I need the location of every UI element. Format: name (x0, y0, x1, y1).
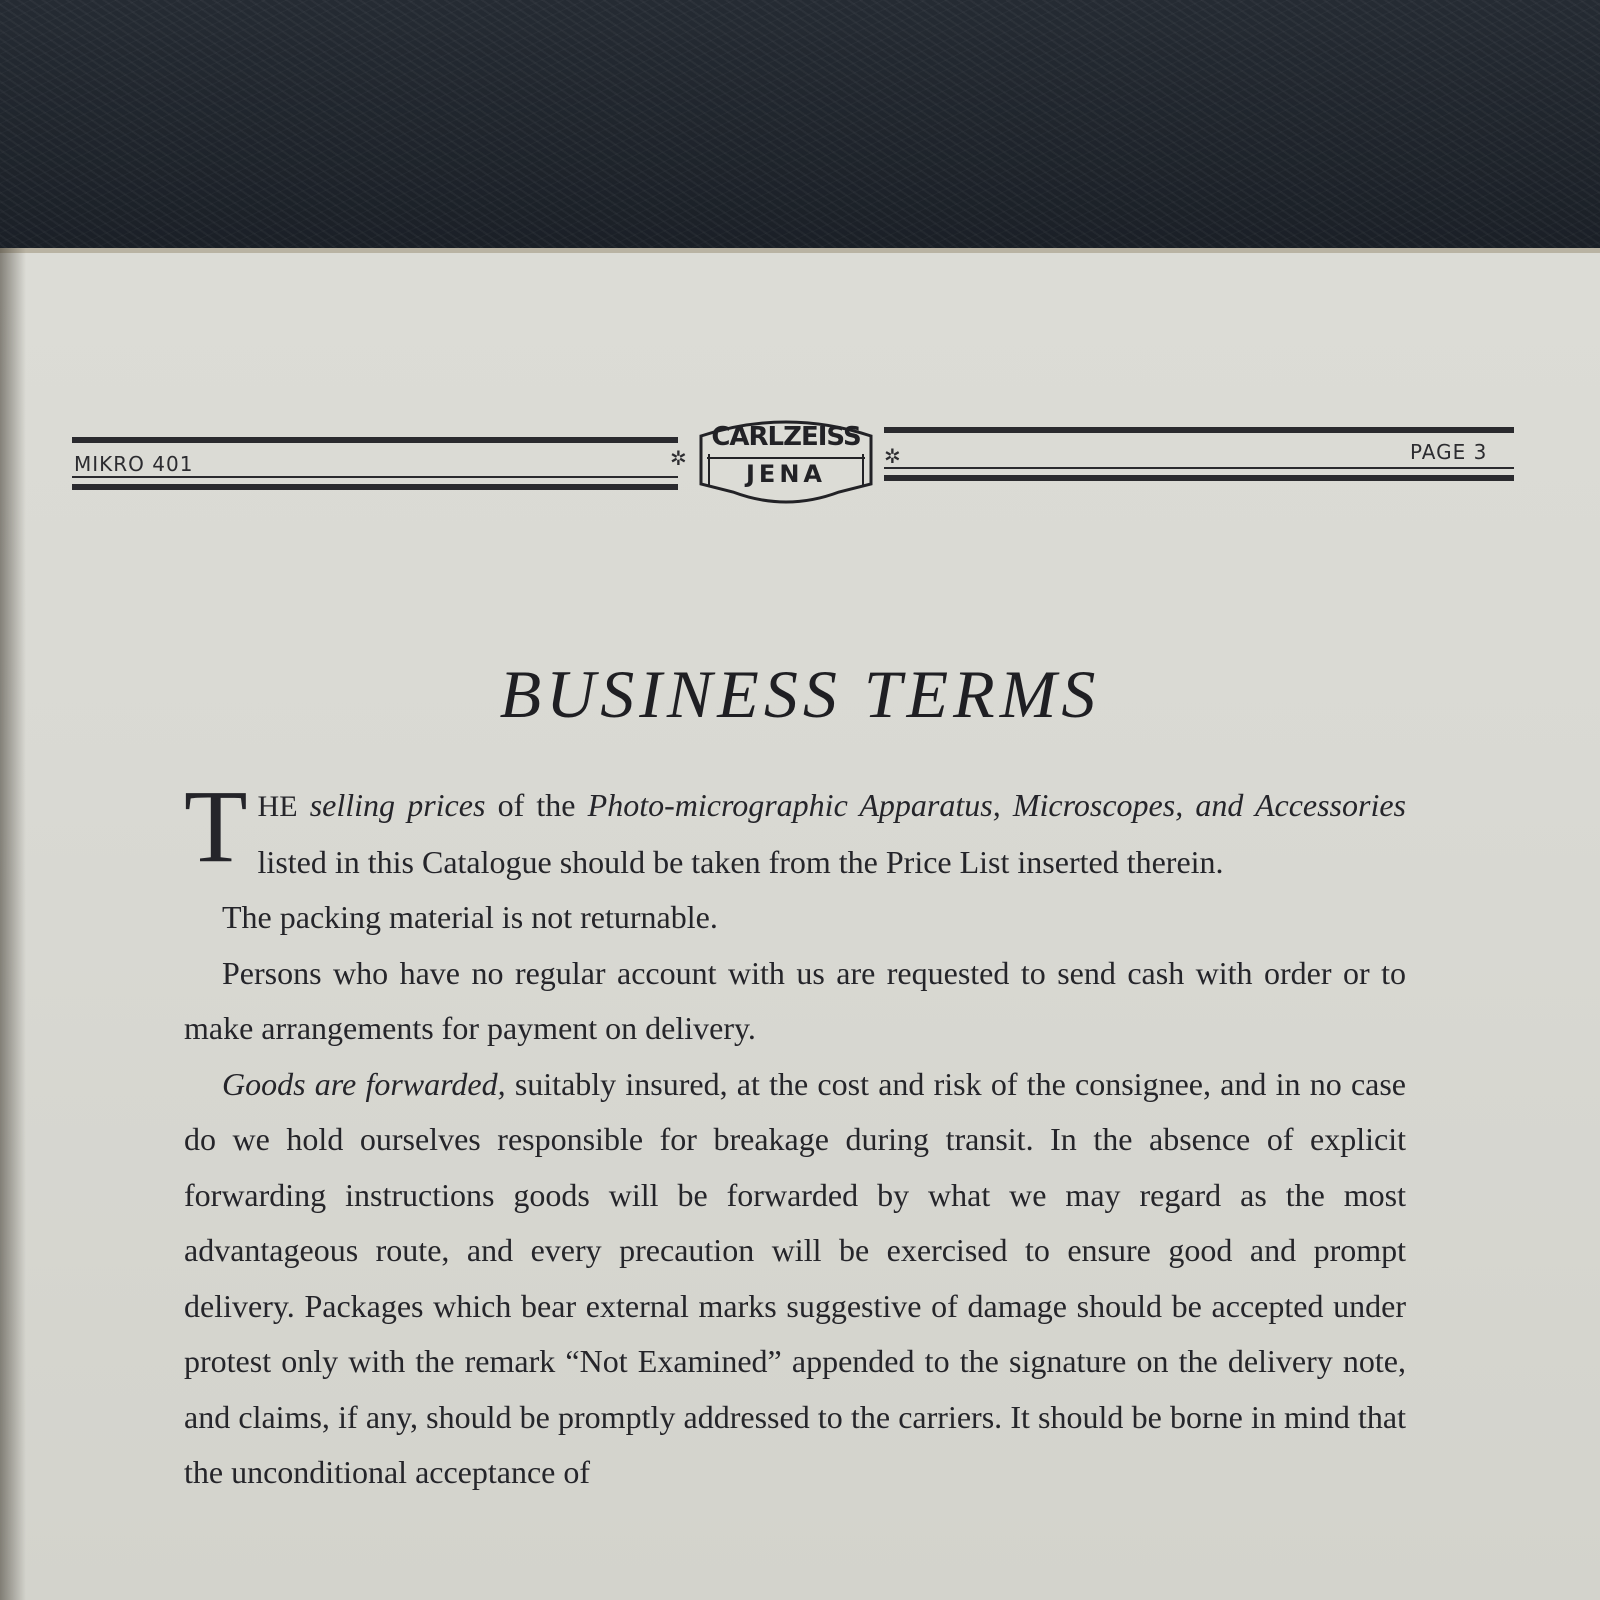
header-rule-top-right (884, 427, 1514, 433)
drop-cap: T (184, 769, 248, 884)
page-number: PAGE 3 (1410, 440, 1488, 464)
body-text (184, 769, 1407, 1501)
p1-space (298, 787, 310, 823)
header-rule-mid-right (884, 467, 1514, 469)
star-ornament-left: ✲ (670, 446, 687, 470)
header-rule-bottom-left (72, 484, 678, 490)
p1-text-a: of the (485, 787, 588, 823)
p1-lead: HE (257, 790, 298, 823)
p4-italic-goods-forwarded: Goods are forwarded, (222, 1065, 506, 1102)
header-rule-bottom-right (884, 475, 1514, 481)
header-rule-top-left (72, 437, 678, 443)
p1-text-b: listed in this Catalogue should be taken from the Price List inserted therein. (257, 843, 1224, 880)
p1-italic-apparatus: Photo-micrographic Apparatus, Microscopes, and Accessories (587, 787, 1407, 823)
paragraph-forwarding (184, 1057, 1406, 1501)
logo-line-carl-zeiss: CARLZEISS (711, 422, 861, 452)
catalogue-code: MIKRO 401 (74, 452, 194, 476)
binding-shadow (0, 248, 26, 1600)
p1-italic-selling-prices: selling prices (309, 787, 486, 823)
paragraph-payment: Persons who have no regular account with us are requested to send cash with order or to make arrangements for payment on delivery. (184, 954, 1406, 1046)
header-rule-mid-left (72, 476, 678, 478)
logo-line-jena: JENA (746, 460, 826, 488)
paragraph-selling-prices (184, 769, 1407, 890)
p4-text: suitably insured, at the cost and risk of the consignee, and in no case do we hold ourselves responsible for breakage during transit. In the absence of explicit forwarding instructions goods will be forwarded by what we may regard as the most advantageous route, and every precaution will be exercised to ensure good and prompt delivery. Packages which bear external marks suggestive of damage should be accepted under protest only with the remark “Not Examined” appended to the signature on the delivery note, and claims, if any, should be promptly addressed to the carriers. It should be borne in mind that the unconditional acceptance of (184, 1065, 1407, 1490)
paragraph-packing-material: The packing material is not returnable. (222, 899, 718, 935)
star-ornament-right: ✲ (884, 444, 901, 468)
page-title: BUSINESS TERMS (499, 656, 1101, 732)
dark-fabric-background (0, 0, 1600, 262)
carl-zeiss-jena-logo (697, 414, 875, 510)
